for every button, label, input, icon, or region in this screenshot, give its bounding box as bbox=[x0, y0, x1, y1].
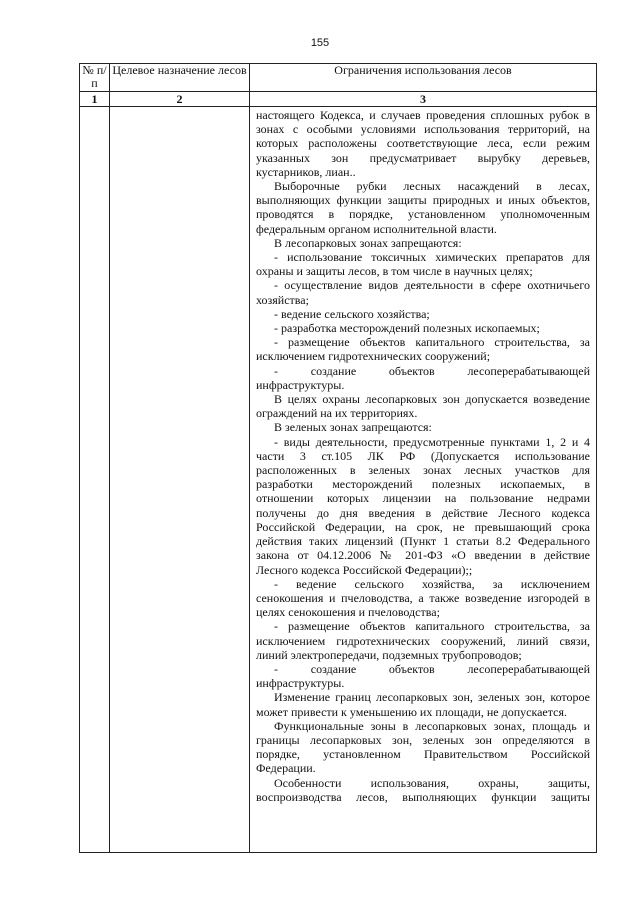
text-line: - использование токсичных химических препаратов для bbox=[274, 250, 590, 265]
text-line: может привести к уменьшению их площади, не допускается. bbox=[256, 704, 567, 719]
text-line: В целях охраны лесопарковых зон допускается возведение bbox=[274, 392, 590, 407]
text-line: охраны и защиты лесов, в том числе в научных целях; bbox=[256, 264, 533, 279]
text-line: - разработка месторождений полезных ископаемых; bbox=[274, 321, 540, 336]
text-line: - осуществление видов деятельности в сфере охотничьего bbox=[274, 278, 590, 293]
text-line: Федерации. bbox=[256, 761, 316, 776]
text-line: - размещение объектов капитального строительства, за bbox=[274, 335, 590, 350]
text-line: проводятся в порядке, установленном уполномоченным bbox=[256, 207, 590, 222]
text-line: В зеленых зонах запрещаются: bbox=[274, 420, 432, 435]
text-line: инфраструктуры. bbox=[256, 676, 345, 691]
text-line: - создание объектов лесоперерабатывающей bbox=[274, 363, 590, 378]
text-line: - размещение объектов капитального строительства, за bbox=[274, 619, 590, 634]
text-line: расположенных в зеленых зонах лесных участков для bbox=[256, 463, 590, 478]
column-number-2: 2 bbox=[110, 92, 250, 107]
text-line: Изменение границ лесопарковых зон, зеленых зон, которое bbox=[274, 690, 590, 705]
text-line: закона от 04.12.2006 № 201-ФЗ «О введении в действие bbox=[256, 548, 590, 563]
text-line: - ведение сельского хозяйства, за исключением bbox=[274, 576, 590, 591]
text-line: действия таких лицензий (Пункт 1 статьи 8.2 Федерального bbox=[256, 534, 590, 549]
number-cell bbox=[80, 107, 110, 853]
column-number-3: 3 bbox=[250, 92, 597, 107]
restrictions-cell bbox=[250, 107, 597, 853]
text-line: В лесопарковых зонах запрещаются: bbox=[274, 235, 462, 250]
text-line: - виды деятельности, предусмотренные пунктами 1, 2 и 4 bbox=[274, 434, 590, 449]
text-line: указанных зон предусматривает вырубку деревьев, bbox=[256, 150, 590, 165]
text-line: части 3 ст.105 ЛК РФ (Допускается использование bbox=[256, 448, 590, 463]
text-line: порядке, установленном Правительством Российской bbox=[256, 747, 590, 762]
text-line: которых расположены соответствующие леса, если режим bbox=[256, 136, 590, 151]
text-line: исключением гидротехнических сооружений; bbox=[256, 349, 491, 364]
text-line: границы лесопарковых зон, зеленых зон определяются в bbox=[256, 732, 590, 747]
text-line: хозяйства; bbox=[256, 292, 309, 307]
text-line: ограждений на их территориях. bbox=[256, 406, 418, 421]
column-number-1: 1 bbox=[80, 92, 110, 107]
header-restrictions: Ограничения использования лесов bbox=[250, 64, 597, 92]
text-line: выполняющих функции защиты природных и иных объектов, bbox=[256, 193, 590, 208]
text-line: целях сенокошения и пчеловодства; bbox=[256, 605, 440, 620]
text-line: воспроизводства лесов, выполняющих функции защиты bbox=[256, 789, 590, 804]
text-line: - ведение сельского хозяйства; bbox=[274, 306, 430, 321]
header-number: № п/п bbox=[80, 64, 110, 92]
text-line: сенокошения и пчеловодства, а также возведение изгородей в bbox=[256, 590, 590, 605]
text-line: Функциональные зоны в лесопарковых зонах, площадь и bbox=[274, 718, 590, 733]
text-line: Особенности использования, охраны, защиты, bbox=[274, 775, 590, 790]
text-line: Лесного кодекса Российской Федерации);; bbox=[256, 562, 473, 577]
text-line: разработки месторождений полезных ископаемых, в bbox=[256, 477, 590, 492]
text-line: инфраструктуры. bbox=[256, 377, 345, 392]
text-line: - создание объектов лесоперерабатывающей bbox=[274, 661, 590, 676]
text-line: Выборочные рубки лесных насаждений в лесах, bbox=[274, 179, 590, 194]
text-line: федеральным органом исполнительной власти. bbox=[256, 221, 497, 236]
header-purpose: Целевое назначение лесов bbox=[110, 64, 250, 92]
restrictions-table bbox=[79, 63, 597, 853]
text-line: Российской Федерации, на срок, не превышающий срока bbox=[256, 519, 590, 534]
text-line: кустарников, лиан.. bbox=[256, 164, 356, 179]
text-line: исключением гидротехнических сооружений, линий связи, bbox=[256, 633, 590, 648]
table-header-row bbox=[80, 64, 597, 92]
text-line: зонах с особыми условиями использования территорий, на bbox=[256, 122, 590, 137]
text-line: настоящего Кодекса, и случаев проведения сплошных рубок в bbox=[256, 108, 590, 122]
text-line: отношении которых лицензии на пользование недрами bbox=[256, 491, 590, 506]
text-line: линий электропередачи, подземных трубопроводов; bbox=[256, 647, 522, 662]
text-line: получены до дня введения в действие Лесного кодекса bbox=[256, 505, 590, 520]
purpose-cell bbox=[110, 107, 250, 853]
table-row bbox=[80, 107, 597, 853]
restrictions-text bbox=[250, 107, 596, 804]
page-number: 155 bbox=[310, 37, 330, 49]
column-number-row bbox=[80, 92, 597, 107]
